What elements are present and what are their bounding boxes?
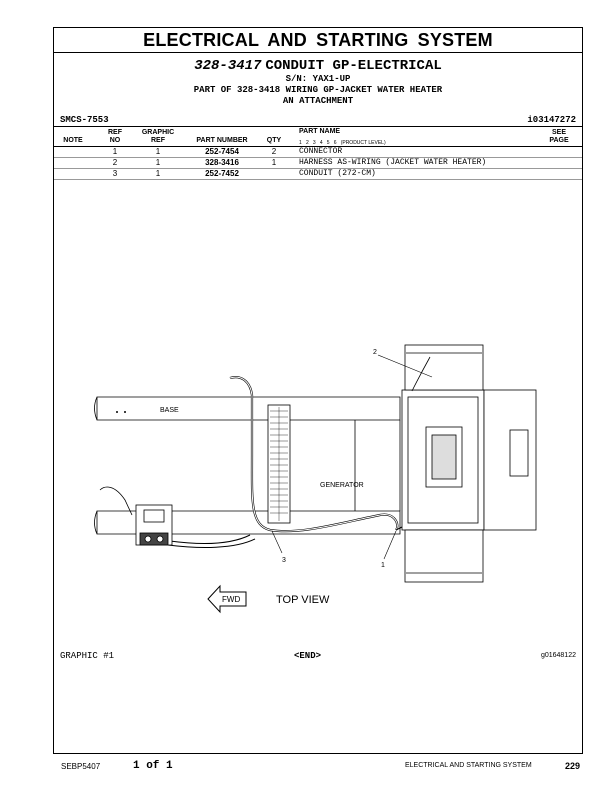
header-product-level: 1 2 3 4 5 6 (PRODUCT LEVEL)	[299, 140, 386, 146]
table-top-rule	[54, 126, 582, 127]
generator-end	[402, 345, 536, 582]
illustration-id: i03147272	[527, 115, 576, 125]
part-group-heading	[54, 56, 582, 74]
header-ref-top: REF	[108, 129, 122, 136]
table-row: 3 1 252-7452 CONDUIT (272-CM)	[112, 169, 376, 178]
serial-range: S/N: YAX1-UP	[285, 74, 351, 84]
table-row: 1 1 252-7454 2 CONNECTOR	[112, 147, 343, 156]
header-see-bottom: PAGE	[549, 137, 569, 144]
callout-3: 3	[282, 557, 286, 564]
graphic-number: g01648122	[540, 652, 576, 659]
part-group-number: 328-3417	[194, 58, 262, 74]
part-of-line: PART OF 328-3418 WIRING GP-JACKET WATER HEATER	[193, 85, 443, 95]
header-part-name: PART NAME	[299, 128, 341, 135]
callout-2: 2	[373, 349, 377, 356]
end-marker: <END>	[294, 651, 322, 661]
view-label: TOP VIEW	[276, 594, 330, 606]
footer-section: ELECTRICAL AND STARTING SYSTEM	[405, 762, 532, 769]
graphic-label: GRAPHIC #1	[60, 651, 115, 661]
header-graphic-bottom: REF	[151, 137, 165, 144]
header-see-top: SEE	[551, 129, 566, 136]
header-graphic-top: GRAPHIC	[141, 129, 175, 136]
header-part-number: PART NUMBER	[196, 137, 248, 144]
top-view-drawing	[40, 335, 570, 615]
page-of: 1 of 1	[133, 760, 173, 772]
header-qty: QTY	[266, 137, 282, 144]
header-note: NOTE	[63, 137, 83, 144]
part-group-name: CONDUIT GP-ELECTRICAL	[265, 58, 442, 74]
generator-label: GENERATOR	[320, 482, 364, 489]
callout-1: 1	[381, 562, 385, 569]
base-label: BASE	[160, 407, 179, 414]
header-ref-bottom: NO	[109, 137, 121, 144]
attachment-line: AN ATTACHMENT	[282, 96, 354, 106]
document-number: SEBP5407	[61, 762, 101, 771]
table-row: 2 1 328-3416 1 HARNESS AS-WIRING (JACKET WATER HEATER)	[112, 158, 487, 167]
smcs-code: SMCS-7553	[60, 115, 109, 125]
heater-assembly	[136, 505, 172, 545]
radiator	[268, 405, 290, 523]
fwd-label: FWD	[222, 595, 241, 604]
page-number: 229	[565, 761, 581, 771]
page-title: ELECTRICAL AND STARTING SYSTEM	[54, 28, 582, 53]
